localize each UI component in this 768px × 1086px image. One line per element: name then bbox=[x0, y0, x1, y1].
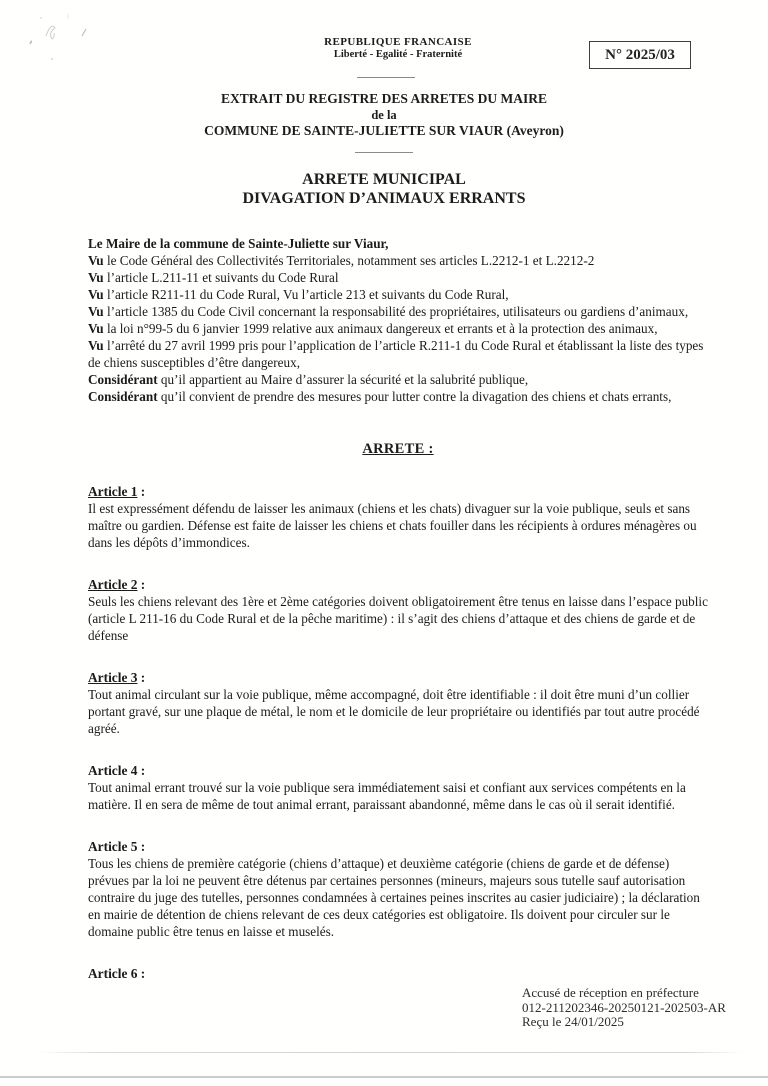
preamble-text: qu’il convient de prendre des mesures pour lutter contre la divagation des chiens et chats errants, bbox=[157, 389, 672, 404]
article-colon: : bbox=[137, 839, 146, 854]
registry-block bbox=[0, 91, 768, 139]
article-label: Article 3 bbox=[88, 670, 138, 685]
republic-motto: Liberté - Egalité - Fraternité bbox=[333, 49, 463, 60]
article-label: Article 4 bbox=[88, 763, 138, 778]
stamp-line1: Accusé de réception en préfecture bbox=[522, 985, 699, 1000]
preamble-text: l’article R211-11 du Code Rural, Vu l’article 213 et suivants du Code Rural, bbox=[103, 287, 509, 302]
article-label: Article 2 bbox=[88, 577, 138, 592]
article-colon: : bbox=[137, 966, 146, 981]
registry-title: EXTRAIT DU REGISTRE DES ARRETES DU MAIRE bbox=[220, 91, 548, 106]
commune-name: COMMUNE DE SAINTE-JULIETTE SUR VIAUR (Aveyron) bbox=[204, 123, 564, 138]
preamble-lead: Considérant bbox=[88, 389, 158, 404]
preamble-lead: Vu bbox=[88, 253, 104, 268]
preamble-lead: Considérant bbox=[88, 372, 158, 387]
preamble-lead: Vu bbox=[88, 321, 104, 336]
article-label-row bbox=[88, 838, 708, 855]
document-body bbox=[88, 235, 708, 982]
article-body: Tous les chiens de première catégorie (chiens d’attaque) et deuxième catégorie (chiens de garde et de défense) prévues par la loi ne peuvent être détenus par certaines personnes (mineurs, majeurs sous tutelle sauf autorisation contraire du juge des tutelles, personnes condamnées à certaines peines inscrites au casier judiciaire) ; la déclaration en mairie de détention de chiens relevant de ces deux catégories est obligatoire. Ils doivent pour circuler sur le domaine public être tenus en laisse et muselés. bbox=[88, 856, 700, 939]
preamble-lead: Vu bbox=[88, 338, 104, 353]
article-body: Il est expressément défendu de laisser les animaux (chiens et les chats) divaguer sur la voie publique, seuls et sans maître ou gardien. Défense est faite de laisser les chiens et chats fouiller dans les récipients à ordures ménagères ou dans les dépôts d’immondices. bbox=[88, 501, 697, 550]
prefecture-reception-stamp bbox=[522, 986, 726, 1030]
preamble-line bbox=[88, 286, 708, 303]
article-label-row bbox=[88, 483, 708, 500]
preamble-line bbox=[88, 235, 708, 252]
article-3 bbox=[88, 669, 708, 737]
article-6 bbox=[88, 965, 708, 982]
article-body: Tout animal errant trouvé sur la voie publique sera immédiatement saisi et confiant aux services compétents en la matière. Il en sera de même de tout animal errant, paraissant abandonné, même dans le cas où il serait identifié. bbox=[88, 780, 686, 812]
preamble-lead: Vu bbox=[88, 304, 104, 319]
article-colon: : bbox=[137, 577, 146, 592]
scan-artifact-line bbox=[38, 1052, 744, 1053]
preamble bbox=[88, 235, 708, 405]
preamble-line bbox=[88, 371, 708, 388]
decree-heading: ARRETE : bbox=[362, 441, 434, 457]
preamble-line bbox=[88, 320, 708, 337]
decree-title bbox=[0, 170, 768, 208]
article-body: Seuls les chiens relevant des 1ère et 2ème catégories doivent obligatoirement être tenus en laisse dans l’espace public (article L 211-16 du Code Rural et de la pêche maritime) : il s’agit des chiens d’attaque et des chiens de garde et de défense bbox=[88, 594, 708, 643]
article-label: Article 5 bbox=[88, 839, 138, 854]
article-body: Tout animal circulant sur la voie publique, même accompagné, doit être identifiable : il doit être muni d’un collier portant gravé, sur une plaque de métal, le nom et le domicile de leur propriétaire ou identifiés par tout autre procédé agréé. bbox=[88, 687, 700, 736]
article-colon: : bbox=[137, 670, 146, 685]
article-colon: : bbox=[137, 484, 146, 499]
article-label-row bbox=[88, 669, 708, 686]
article-2 bbox=[88, 576, 708, 644]
preamble-line bbox=[88, 388, 708, 405]
preamble-line bbox=[88, 337, 708, 371]
decree-title-line1: ARRETE MUNICIPAL bbox=[302, 171, 466, 188]
preamble-lead: Vu bbox=[88, 287, 104, 302]
article-label-row bbox=[88, 762, 708, 779]
preamble-text: l’article L.211-11 et suivants du Code Rural bbox=[103, 270, 339, 285]
preamble-text: la loi n°99-5 du 6 janvier 1999 relative aux animaux dangereux et errants et à la protection des animaux, bbox=[103, 321, 658, 336]
preamble-line bbox=[88, 252, 708, 269]
article-label-row bbox=[88, 965, 708, 982]
decree-title-line2: DIVAGATION D’ANIMAUX ERRANTS bbox=[242, 190, 526, 207]
preamble-text: l’article 1385 du Code Civil concernant la responsabilité des propriétaires, utilisateurs ou gardiens d’animaux, bbox=[103, 304, 689, 319]
preamble-line bbox=[88, 269, 708, 286]
article-4 bbox=[88, 762, 708, 813]
article-5 bbox=[88, 838, 708, 940]
article-label: Article 1 bbox=[88, 484, 138, 499]
stamp-line3: Reçu le 24/01/2025 bbox=[522, 1014, 624, 1029]
preamble-text: le Code Général des Collectivités Territoriales, notamment ses articles L.2212-1 et L.2212-2 bbox=[103, 253, 595, 268]
preamble-text: qu’il appartient au Maire d’assurer la sécurité et la salubrité publique, bbox=[157, 372, 529, 387]
scan-artifact-line bbox=[0, 1076, 768, 1078]
article-colon: : bbox=[137, 763, 146, 778]
stamp-line2: 012-211202346-20250121-202503-AR bbox=[522, 999, 726, 1015]
preamble-line bbox=[88, 303, 708, 320]
preamble-lead: Le Maire de la commune de Sainte-Juliette sur Viaur, bbox=[88, 236, 389, 251]
republic-title: REPUBLIQUE FRANCAISE bbox=[324, 36, 472, 48]
registry-divider bbox=[355, 152, 413, 153]
registry-subtitle: de la bbox=[371, 108, 397, 122]
header-divider bbox=[357, 77, 415, 78]
preamble-lead: Vu bbox=[88, 270, 104, 285]
article-label-row bbox=[88, 576, 708, 593]
article-1 bbox=[88, 483, 708, 551]
preamble-text: l’arrêté du 27 avril 1999 pris pour l’application de l’article R.211-1 du Code Rural et établissant la liste des types de chiens susceptibles d’être dangereux, bbox=[88, 338, 704, 370]
article-label: Article 6 bbox=[88, 966, 138, 981]
document-number: N° 2025/03 bbox=[605, 46, 675, 63]
